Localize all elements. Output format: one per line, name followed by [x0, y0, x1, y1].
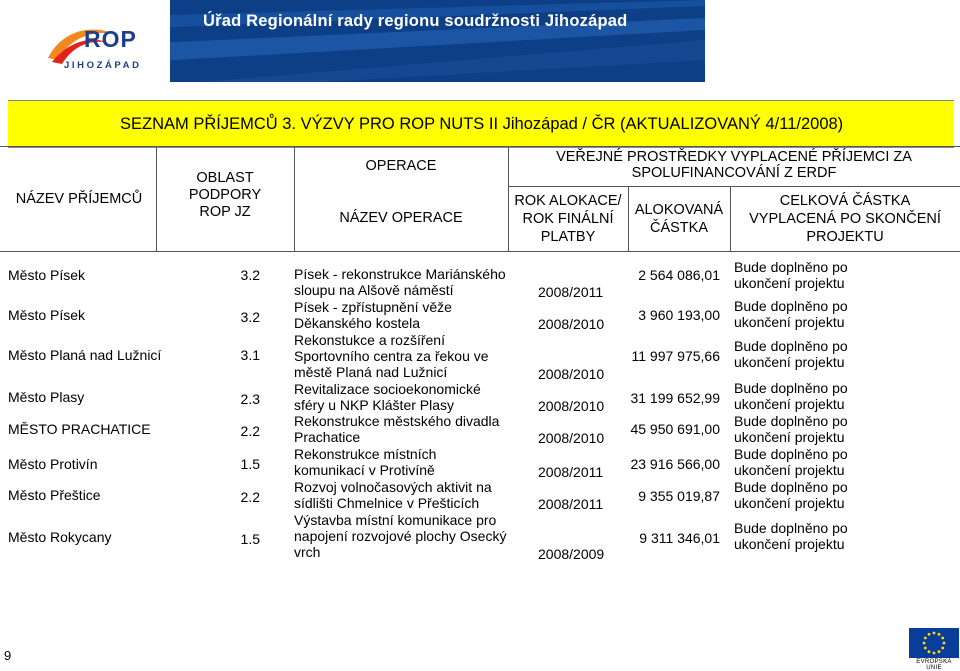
header-oblast-1: OBLAST: [196, 170, 254, 186]
operation-name: Rozvoj volnočasových aktivit na sídlišti Chmelnice v Přešticích: [294, 479, 492, 511]
header-bottom-border: [0, 251, 960, 252]
year-range: 2008/2011: [538, 284, 604, 300]
header-recipient: NÁZEV PŘÍJEMCŮ: [15, 191, 143, 207]
header-group-2: SPOLUFINANCOVÁNÍ Z ERDF: [631, 165, 837, 181]
allocated-amount: 11 997 975,66: [631, 348, 720, 364]
allocated-amount: 9 311 346,01: [639, 530, 720, 546]
operation-name: Písek - rekonstrukce Mariánského sloupu na Alšově náměstí: [294, 266, 506, 298]
oblast-code: 3.2: [240, 309, 260, 325]
page-number: 9: [4, 648, 12, 663]
logo-subtitle: JIHOZÁPAD: [64, 60, 142, 71]
recipient-name: Město Protivín: [8, 456, 98, 472]
year-range: 2008/2010: [538, 398, 605, 414]
recipient-name: Město Přeštice: [8, 487, 101, 503]
recipient-name: MĚSTO PRACHATICE: [8, 421, 151, 437]
oblast-code: 3.2: [240, 267, 260, 283]
header-celk-3: PROJEKTU: [806, 229, 884, 245]
header-operace-name: NÁZEV OPERACE: [339, 210, 463, 226]
eu-caption: EVROPSKÁ UNIE: [916, 659, 952, 671]
document-heading: [8, 100, 954, 148]
year-range: 2008/2011: [538, 496, 604, 512]
operation-name: Rekonstrukce místních komunikací v Protivíně: [294, 446, 437, 478]
operation-name: Rekonstrukce městského divadla Prachatice: [294, 413, 500, 445]
total-note: Bude doplněno po ukončení projektu: [734, 298, 848, 330]
total-note: Bude doplněno po ukončení projektu: [734, 259, 848, 291]
year-range: 2008/2011: [538, 464, 604, 480]
header-oblast-3: ROP JZ: [199, 204, 251, 220]
allocated-amount: 45 950 691,00: [630, 421, 720, 437]
heading-text: SEZNAM PŘÍJEMCŮ 3. VÝZVY PRO ROP NUTS II Jihozápad / ČR (AKTUALIZOVANÝ 4/11/2008): [120, 115, 844, 133]
header-rok-2: ROK FINÁLNÍ: [522, 211, 614, 227]
header-banner: [0, 0, 705, 82]
oblast-code: 2.3: [240, 391, 260, 407]
year-range: 2008/2009: [538, 546, 605, 562]
header-oblast-2: PODPORY: [188, 187, 262, 203]
total-note: Bude doplněno po ukončení projektu: [734, 479, 848, 511]
operation-name: Výstavba místní komunikace pro napojení rozvojové plochy Osecký vrch: [294, 512, 507, 560]
col-divider-1: [156, 146, 157, 251]
total-note: Bude doplněno po ukončení projektu: [734, 413, 848, 445]
eu-flag-icon: [909, 628, 959, 658]
recipient-name: Město Rokycany: [8, 529, 112, 545]
oblast-code: 2.2: [240, 489, 260, 505]
allocated-amount: 23 916 566,00: [630, 456, 720, 472]
header-alok-2: ČÁSTKA: [649, 220, 708, 236]
header-rok-3: PLATBY: [540, 229, 596, 245]
allocated-amount: 3 960 193,00: [638, 307, 720, 323]
oblast-code: 2.2: [240, 423, 260, 439]
recipient-name: Město Plasy: [8, 389, 85, 405]
logo-text: ROP: [84, 26, 137, 52]
header-group-1: VEŘEJNÉ PROSTŘEDKY VYPLACENÉ PŘÍJEMCI ZA: [556, 149, 912, 165]
allocated-amount: 2 564 086,01: [638, 267, 720, 283]
operation-name: Rekonstukce a rozšíření Sportovního centra za řekou ve městě Planá nad Lužnicí: [294, 332, 489, 380]
oblast-code: 1.5: [240, 456, 260, 472]
recipient-name: Město Písek: [8, 307, 86, 323]
operation-name: Revitalizace socioekonomické sféry u NKP Klášter Plasy: [294, 381, 481, 413]
allocated-amount: 9 355 019,87: [638, 488, 720, 504]
header-operace: OPERACE: [365, 158, 437, 174]
oblast-code: 3.1: [240, 347, 260, 363]
header-celk-2: VYPLACENÁ PO SKONČENÍ: [749, 211, 941, 227]
header-rok-1: ROK ALOKACE/: [514, 193, 622, 209]
total-note: Bude doplněno po ukončení projektu: [734, 338, 848, 370]
total-note: Bude doplněno po ukončení projektu: [734, 380, 848, 412]
allocated-amount: 31 199 652,99: [630, 390, 720, 406]
eu-logo: [909, 628, 959, 671]
header-celk-1: CELKOVÁ ČÁSTKA: [779, 193, 911, 209]
year-range: 2008/2010: [538, 316, 605, 332]
total-note: Bude doplněno po ukončení projektu: [734, 520, 848, 552]
banner-title: Úřad Regionální rady regionu soudržnosti Jihozápad: [203, 12, 628, 30]
col-divider-4: [628, 186, 629, 251]
operation-name: Písek - zpřístupnění věže Děkanského kostela: [294, 299, 452, 331]
recipient-name: Město Písek: [8, 267, 86, 283]
header-alok-1: ALOKOVANÁ: [634, 202, 724, 218]
year-range: 2008/2010: [538, 366, 605, 382]
year-range: 2008/2010: [538, 430, 605, 446]
total-note: Bude doplněno po ukončení projektu: [734, 446, 848, 478]
col-divider-2: [294, 146, 295, 251]
col-divider-5: [730, 186, 731, 251]
group-divider: [508, 186, 960, 187]
recipient-name: Město Planá nad Lužnicí: [8, 347, 162, 363]
header-top-border: [0, 146, 960, 147]
oblast-code: 1.5: [240, 531, 260, 547]
col-divider-3: [508, 146, 509, 251]
